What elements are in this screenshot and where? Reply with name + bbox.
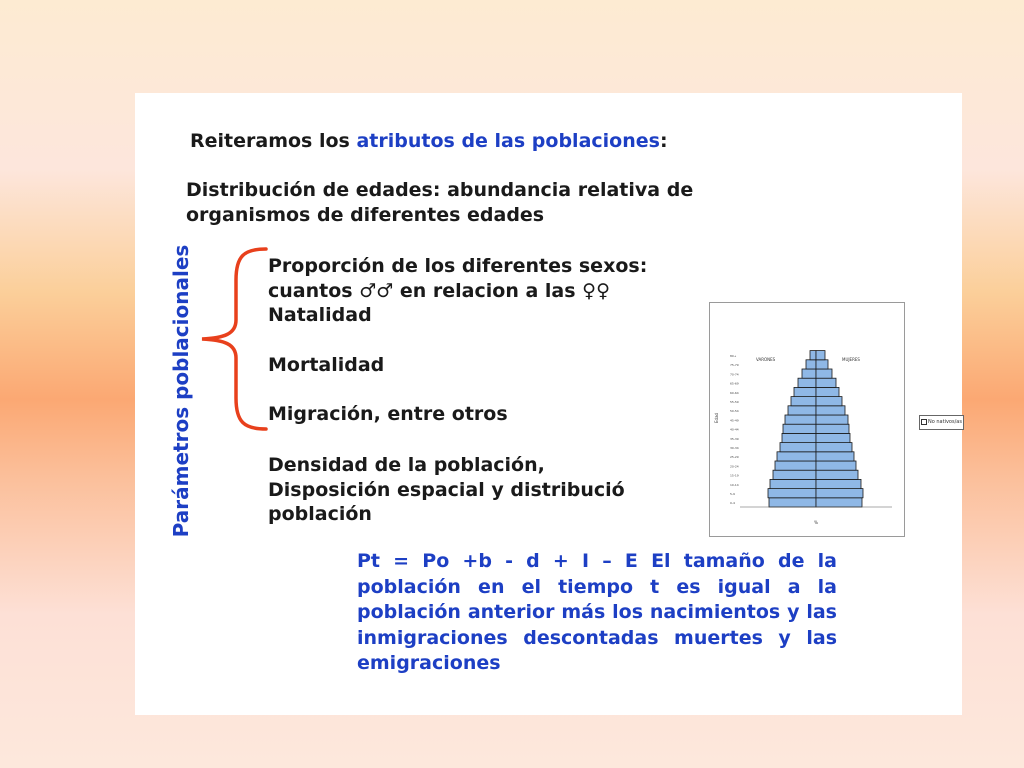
bar-varones-70-74 xyxy=(802,369,816,378)
heading-highlight: atributos de las poblaciones xyxy=(356,130,660,152)
bar-varones-50-54 xyxy=(788,406,816,415)
legend-label: No nativos/as xyxy=(928,419,962,425)
bar-mujeres-0-4 xyxy=(816,498,862,507)
natalidad: Natalidad xyxy=(268,304,372,326)
bar-mujeres-75-79 xyxy=(816,360,828,369)
bar-mujeres-5-9 xyxy=(816,489,863,498)
bar-varones-25-29 xyxy=(777,452,816,461)
slide-heading xyxy=(190,129,668,153)
densidad-line-1: Densidad de la población, xyxy=(268,454,545,476)
distribucion-line-2: organismos de diferentes edades xyxy=(186,204,545,226)
bar-mujeres-35-39 xyxy=(816,433,850,442)
proporcion-line-1: Proporción de los diferentes sexos: xyxy=(268,255,648,277)
tick-label-age: 65-69 xyxy=(730,381,739,386)
bar-varones-30-34 xyxy=(780,443,816,452)
legend-swatch-icon xyxy=(921,419,927,425)
chart-legend xyxy=(919,415,964,430)
bar-varones-10-14 xyxy=(770,479,816,488)
bar-varones-0-4 xyxy=(769,498,816,507)
tick-label-age: 75-79 xyxy=(730,363,739,368)
tick-label-age: 0-4 xyxy=(730,501,735,506)
tick-label-age: 25-29 xyxy=(730,455,739,460)
bar-varones-35-39 xyxy=(782,433,816,442)
bar-mujeres-80+ xyxy=(816,351,825,360)
mortalidad: Mortalidad xyxy=(268,354,385,376)
bar-varones-55-59 xyxy=(791,397,816,406)
x-axis-label: % xyxy=(814,520,818,525)
tick-label-age: 40-44 xyxy=(730,427,739,432)
proporcion-line-2: cuantos ♂♂ en relacion a las ♀♀ xyxy=(268,280,610,302)
bar-mujeres-40-44 xyxy=(816,424,849,433)
tick-label-age: 10-14 xyxy=(730,482,739,487)
migracion: Migración, entre otros xyxy=(268,403,508,425)
bar-mujeres-70-74 xyxy=(816,369,832,378)
y-axis-label: Edad xyxy=(714,412,719,423)
bar-varones-5-9 xyxy=(768,489,816,498)
heading-suffix: : xyxy=(659,130,668,152)
tick-label-age: 50-54 xyxy=(730,409,739,414)
population-pyramid-figure xyxy=(709,302,905,537)
tick-label-age: 70-74 xyxy=(730,372,739,377)
bar-mujeres-20-24 xyxy=(816,461,856,470)
tick-label-age: 5-9 xyxy=(730,492,735,497)
bar-mujeres-15-19 xyxy=(816,470,858,479)
tick-label-age: 20-24 xyxy=(730,464,739,469)
distribucion-line-1: Distribución de edades: abundancia relativa de xyxy=(186,179,694,201)
bar-mujeres-65-69 xyxy=(816,378,836,387)
bar-mujeres-45-49 xyxy=(816,415,848,424)
tick-label-age: 15-19 xyxy=(730,473,739,478)
curly-brace-icon xyxy=(200,246,270,432)
bar-varones-20-24 xyxy=(775,461,816,470)
bar-mujeres-55-59 xyxy=(816,397,842,406)
tick-label-age: 30-34 xyxy=(730,446,739,451)
bar-mujeres-60-64 xyxy=(816,387,839,396)
tick-label-age: 35-39 xyxy=(730,436,739,441)
bar-varones-15-19 xyxy=(773,470,816,479)
bar-varones-65-69 xyxy=(798,378,816,387)
bar-mujeres-10-14 xyxy=(816,479,861,488)
mujeres-label: MUJERES xyxy=(842,357,860,362)
population-pyramid-chart xyxy=(710,303,904,536)
bar-varones-60-64 xyxy=(794,387,816,396)
bar-varones-40-44 xyxy=(783,424,816,433)
vertical-label-parametros: Parámetros poblacionales xyxy=(169,244,193,538)
densidad-line-2: Disposición espacial y distribució xyxy=(268,479,625,501)
heading-prefix: Reiteramos los xyxy=(190,130,357,152)
tick-label-age: 80+ xyxy=(730,354,737,359)
bar-mujeres-25-29 xyxy=(816,452,854,461)
tick-label-age: 55-59 xyxy=(730,400,739,405)
bar-mujeres-50-54 xyxy=(816,406,845,415)
formula-paragraph: Pt = Po +b - d + I – E El tamaño de la población en el tiempo t es igual a la población anterior más los nacimientos y las inmigraciones descontadas muertes y las emigraciones xyxy=(357,550,837,674)
bar-mujeres-30-34 xyxy=(816,443,852,452)
bar-varones-80+ xyxy=(810,351,816,360)
bar-varones-45-49 xyxy=(785,415,816,424)
bar-varones-75-79 xyxy=(806,360,816,369)
tick-label-age: 60-64 xyxy=(730,390,739,395)
densidad-line-3: población xyxy=(268,503,372,525)
varones-label: VARONES xyxy=(756,357,776,362)
tick-label-age: 45-49 xyxy=(730,418,739,423)
